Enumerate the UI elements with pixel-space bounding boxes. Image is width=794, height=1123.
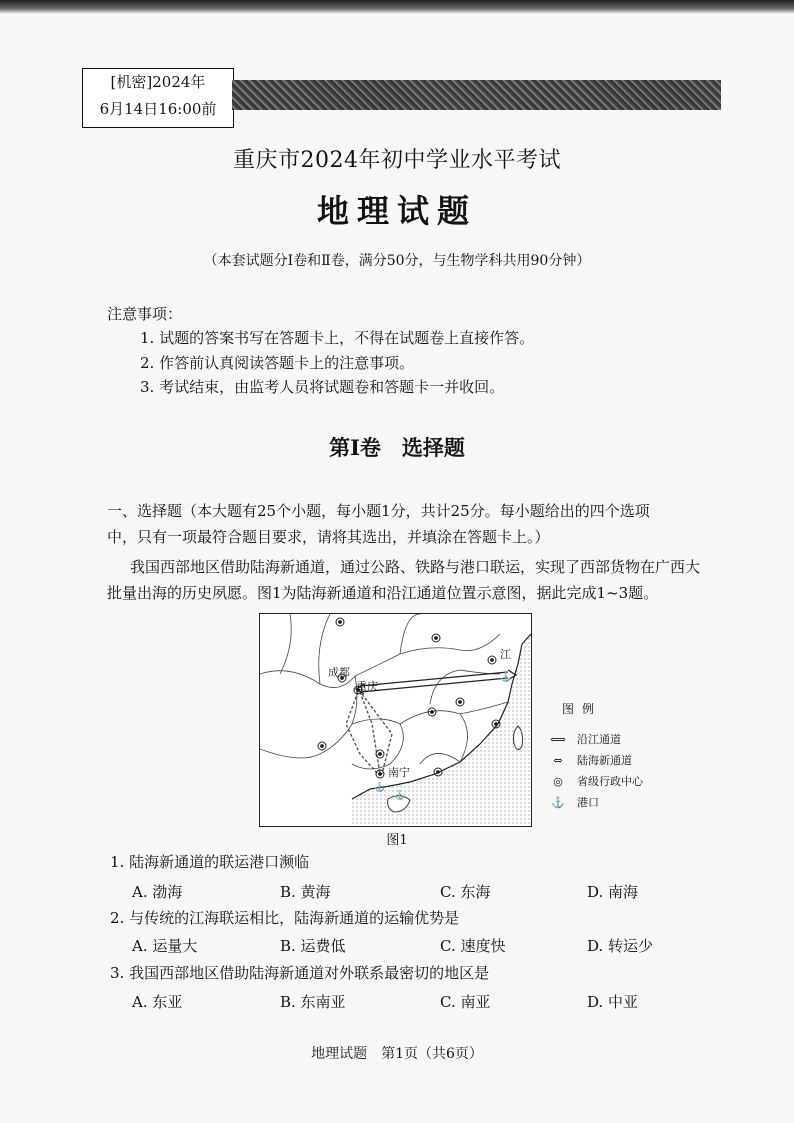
q1-option-a: A. 渤海 <box>132 883 183 901</box>
exam-subtitle: （本套试题分Ⅰ卷和Ⅱ卷，满分50分，与生物学科共用90分钟） <box>203 253 591 269</box>
yangtze-corridor <box>356 670 516 694</box>
anchor-icon: ⚓ <box>551 796 565 809</box>
figure-1-map <box>259 613 532 827</box>
note-item: 2. 作答前认真阅读答题卡上的注意事项。 <box>140 354 415 372</box>
confidential-line-2: 6月14日16:00前 <box>99 100 217 118</box>
q3-option-c: C. 南亚 <box>440 993 491 1011</box>
q2-option-c: C. 速度快 <box>440 937 506 955</box>
note-item: 1. 试题的答案书写在答题卡上，不得在试题卷上直接作答。 <box>140 329 535 347</box>
q1-option-b: B. 黄海 <box>280 883 331 901</box>
q3-option-d: D. 中亚 <box>587 993 639 1011</box>
nanning-label: 南宁 <box>388 766 410 779</box>
province-borders <box>260 614 508 769</box>
scan-edge <box>0 0 794 14</box>
legend-title: 图例 <box>562 702 603 716</box>
question-2-stem: 2. 与传统的江海联运相比，陆海新通道的运输优势是 <box>110 909 460 927</box>
subject-title: 地理试题 <box>316 192 477 230</box>
map-svg <box>260 614 531 826</box>
capital-icon: ◎ <box>553 775 563 788</box>
q1-option-c: C. 东海 <box>440 883 491 901</box>
q2-option-b: B. 运费低 <box>280 937 346 955</box>
port-icon: ⚓ <box>394 791 406 801</box>
port-icon: ⚓ <box>500 673 512 683</box>
q3-option-b: B. 东南亚 <box>280 993 346 1011</box>
legend-row-port <box>547 794 599 810</box>
page-footer: 地理试题 第1页（共6页） <box>311 1046 483 1062</box>
braided-arrow-icon: ⇔ <box>553 754 563 767</box>
question-1-stem: 1. 陆海新通道的联运港口濒临 <box>110 853 310 871</box>
legend-row-capital <box>547 773 643 789</box>
notes-title: 注意事项： <box>107 305 183 323</box>
chongqing-label: 重庆 <box>356 680 378 693</box>
legend-label: 港口 <box>577 796 599 809</box>
q2-option-a: A. 运量大 <box>132 937 198 955</box>
exam-title: 重庆市2024年初中学业水平考试 <box>233 148 561 173</box>
legend-row-landsea <box>547 752 632 768</box>
legend-label: 陆海新通道 <box>577 754 632 767</box>
header-bar <box>232 80 721 110</box>
chengdu-label: 成都 <box>328 666 350 679</box>
q1-option-d: D. 南海 <box>587 883 639 901</box>
confidential-line-1: [机密]2024年 <box>110 73 206 91</box>
legend-label: 沿江通道 <box>577 733 621 746</box>
port-icon: ⚓ <box>374 783 386 793</box>
jiang-label: 江 <box>500 648 511 661</box>
sea-area <box>350 634 531 826</box>
legend-label: 省级行政中心 <box>577 775 643 788</box>
q2-option-d: D. 转运少 <box>587 937 654 955</box>
passage-line-2: 批量出海的历史夙愿。图1为陆海新通道和沿江通道位置示意图，据此完成1~3题。 <box>107 584 659 602</box>
figure-caption: 图1 <box>386 833 408 848</box>
confidential-box <box>82 68 234 128</box>
instructions-line-1: 一、选择题（本大题有25个小题，每小题1分，共计25分。每小题给出的四个选项 <box>107 502 650 520</box>
legend-row-yangtze <box>547 731 621 747</box>
passage-line-1: 我国西部地区借助陆海新通道，通过公路、铁路与港口联运，实现了西部货物在广西大 <box>130 558 701 576</box>
q3-option-a: A. 东亚 <box>132 993 183 1011</box>
land-sea-corridor <box>346 692 392 774</box>
instructions-line-2: 中，只有一项最符合题目要求，请将其选出，并填涂在答题卡上。） <box>107 528 550 546</box>
note-item: 3. 考试结束，由监考人员将试题卷和答题卡一并收回。 <box>140 378 505 396</box>
double-arrow-icon: ⟺ <box>550 733 566 746</box>
section-title: 第Ⅰ卷 选择题 <box>329 435 465 460</box>
question-3-stem: 3. 我国西部地区借助陆海新通道对外联系最密切的地区是 <box>110 964 490 982</box>
